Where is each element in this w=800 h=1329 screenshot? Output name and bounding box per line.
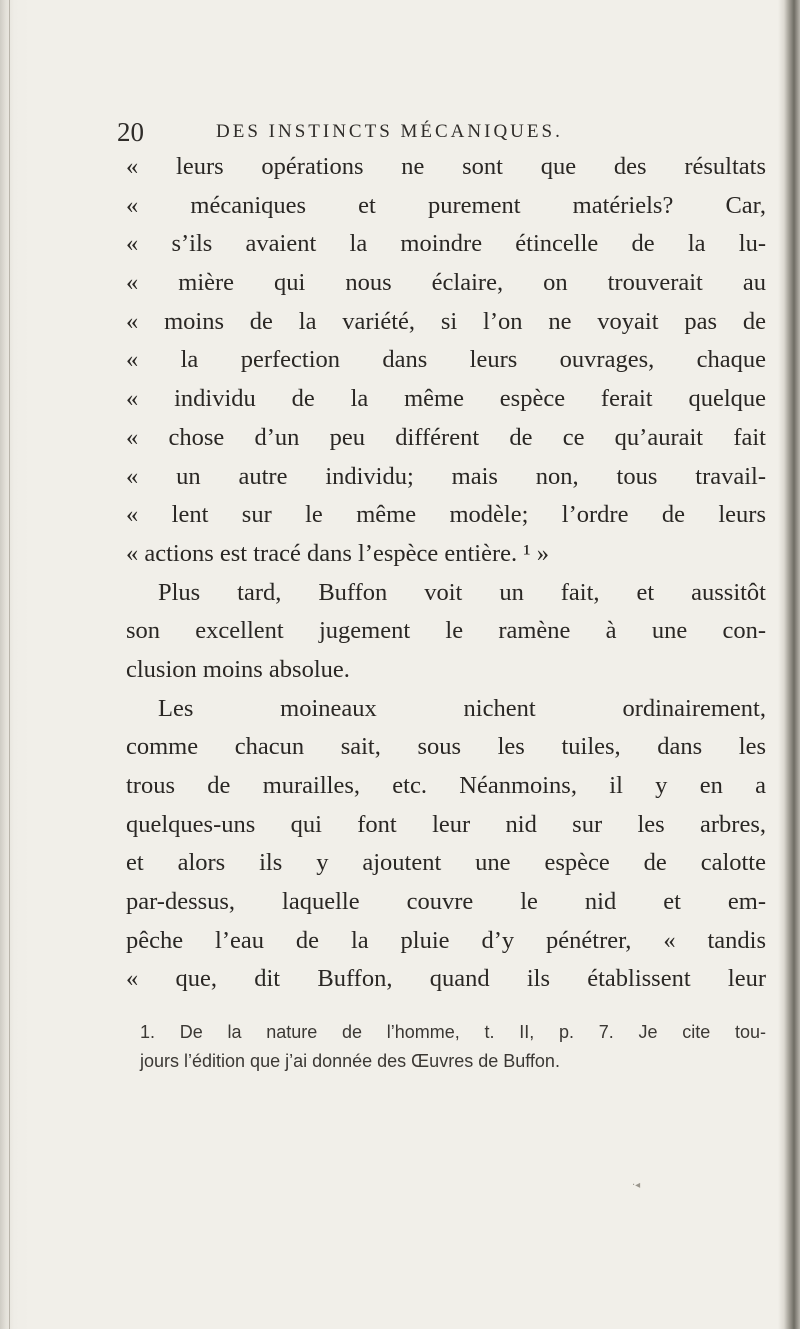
footnote-line: 1. De la nature de l’homme, t. II, p. 7. Je cite tou- bbox=[140, 1022, 766, 1042]
text-line: « leurs opérations ne sont que des résultats bbox=[126, 153, 766, 180]
text-line: « mécaniques et purement matériels? Car, bbox=[126, 191, 766, 219]
text-line: « actions est tracé dans l’espèce entière. ¹ » bbox=[126, 539, 549, 567]
text-line: Les moineaux nichent ordinairement, bbox=[158, 694, 766, 722]
text-line: par-dessus, laquelle couvre le nid et em- bbox=[126, 888, 766, 916]
text-line: clusion moins absolue. bbox=[126, 655, 350, 683]
text-line: « s’ils avaient la moindre étincelle de la lu- bbox=[126, 230, 766, 258]
text-line: pêche l’eau de la pluie d’y pénétrer, « tandis bbox=[126, 926, 766, 954]
text-line: son excellent jugement le ramène à une con- bbox=[126, 617, 766, 645]
scan-speck: ·◂ bbox=[632, 1180, 641, 1191]
page-header bbox=[117, 112, 757, 152]
running-head: DES INSTINCTS MÉCANIQUES. bbox=[216, 121, 563, 142]
text-line: « mière qui nous éclaire, on trouverait au bbox=[126, 269, 766, 297]
text-line: et alors ils y ajoutent une espèce de calotte bbox=[126, 849, 766, 877]
text-line: « un autre individu; mais non, tous travail- bbox=[126, 462, 766, 490]
left-binding-gutter bbox=[0, 0, 30, 1329]
text-line: Plus tard, Buffon voit un fait, et aussitôt bbox=[158, 578, 766, 606]
text-line: « individu de la même espèce ferait quelque bbox=[126, 385, 766, 413]
body-text bbox=[126, 148, 766, 999]
text-line: « moins de la variété, si l’on ne voyait pas de bbox=[126, 307, 766, 335]
footnote-line: jours l’édition que j’ai donnée des Œuvres de Buffon. bbox=[140, 1051, 560, 1071]
text-line: comme chacun sait, sous les tuiles, dans les bbox=[126, 733, 766, 761]
right-page-edge bbox=[778, 0, 800, 1329]
text-line: « la perfection dans leurs ouvrages, chaque bbox=[126, 346, 766, 374]
text-line: « chose d’un peu différent de ce qu’aurait fait bbox=[126, 423, 766, 451]
page-number: 20 bbox=[117, 117, 144, 147]
text-line: « que, dit Buffon, quand ils établissent leur bbox=[126, 965, 766, 993]
text-line: « lent sur le même modèle; l’ordre de leurs bbox=[126, 501, 766, 529]
text-line: trous de murailles, etc. Néanmoins, il y en a bbox=[126, 772, 766, 799]
text-line: quelques-uns qui font leur nid sur les arbres, bbox=[126, 810, 766, 838]
footnote bbox=[140, 1018, 766, 1076]
